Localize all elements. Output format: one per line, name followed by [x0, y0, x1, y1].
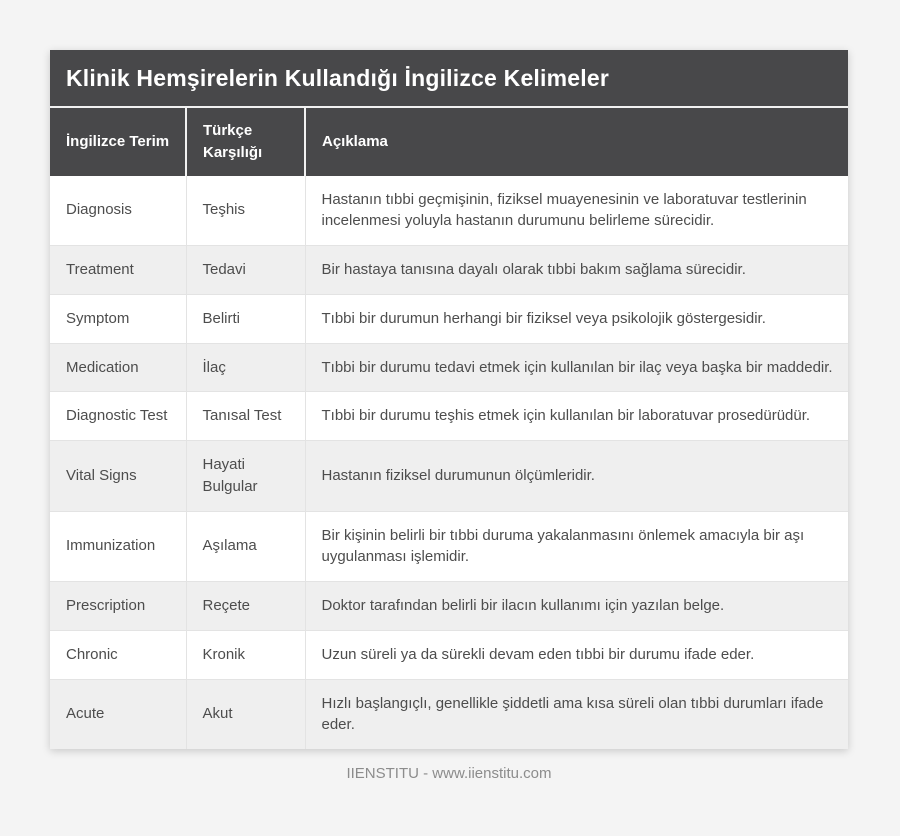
cell-turkish-equivalent: Tanısal Test: [186, 392, 305, 441]
cell-description: Hastanın tıbbi geçmişinin, fiziksel muayenesinin ve laboratuvar testlerinin incelenmesi yoluyla hastanın durumunu belirleme sürecidir.: [305, 176, 848, 246]
table-row: [50, 630, 848, 679]
table-row: [50, 176, 848, 246]
cell-description: Uzun süreli ya da sürekli devam eden tıbbi bir durumu ifade eder.: [305, 630, 848, 679]
cell-english-term: Prescription: [50, 582, 186, 631]
cell-turkish-equivalent: Akut: [186, 679, 305, 749]
cell-english-term: Chronic: [50, 630, 186, 679]
page-title: Klinik Hemşirelerin Kullandığı İngilizce Kelimeler: [50, 50, 848, 108]
table-row: [50, 343, 848, 392]
cell-english-term: Medication: [50, 343, 186, 392]
cell-english-term: Diagnosis: [50, 176, 186, 246]
table-row: [50, 679, 848, 749]
cell-turkish-equivalent: İlaç: [186, 343, 305, 392]
cell-english-term: Acute: [50, 679, 186, 749]
cell-description: Tıbbi bir durumu teşhis etmek için kullanılan bir laboratuvar prosedürüdür.: [305, 392, 848, 441]
cell-description: Bir kişinin belirli bir tıbbi duruma yakalanmasını önlemek amacıyla bir aşı uygulanması işlemidir.: [305, 511, 848, 582]
cell-english-term: Vital Signs: [50, 441, 186, 512]
cell-turkish-equivalent: Tedavi: [186, 246, 305, 295]
cell-description: Doktor tarafından belirli bir ilacın kullanımı için yazılan belge.: [305, 582, 848, 631]
vocabulary-table-card: [50, 50, 848, 749]
column-header-description: Açıklama: [305, 108, 848, 176]
table-row: [50, 294, 848, 343]
column-header-english-term: İngilizce Terim: [50, 108, 186, 176]
cell-description: Hızlı başlangıçlı, genellikle şiddetli ama kısa süreli olan tıbbi durumları ifade eder.: [305, 679, 848, 749]
cell-description: Tıbbi bir durumu tedavi etmek için kullanılan bir ilaç veya başka bir maddedir.: [305, 343, 848, 392]
column-header-turkish-equivalent: Türkçe Karşılığı: [186, 108, 305, 176]
cell-english-term: Treatment: [50, 246, 186, 295]
cell-description: Hastanın fiziksel durumunun ölçümleridir.: [305, 441, 848, 512]
table-body: [50, 176, 848, 750]
cell-english-term: Immunization: [50, 511, 186, 582]
table-row: [50, 392, 848, 441]
table-row: [50, 511, 848, 582]
table-row: [50, 582, 848, 631]
cell-english-term: Diagnostic Test: [50, 392, 186, 441]
cell-english-term: Symptom: [50, 294, 186, 343]
cell-turkish-equivalent: Kronik: [186, 630, 305, 679]
table-header: [50, 108, 848, 176]
footer-credit: IIENSTITU - www.iienstitu.com: [346, 765, 552, 782]
table-row: [50, 246, 848, 295]
cell-description: Tıbbi bir durumun herhangi bir fiziksel veya psikolojik göstergesidir.: [305, 294, 848, 343]
cell-turkish-equivalent: Reçete: [186, 582, 305, 631]
cell-turkish-equivalent: Belirti: [186, 294, 305, 343]
cell-turkish-equivalent: Aşılama: [186, 511, 305, 582]
cell-turkish-equivalent: Teşhis: [186, 176, 305, 246]
vocabulary-table: [50, 108, 848, 749]
cell-turkish-equivalent: Hayati Bulgular: [186, 441, 305, 512]
cell-description: Bir hastaya tanısına dayalı olarak tıbbi bakım sağlama sürecidir.: [305, 246, 848, 295]
table-row: [50, 441, 848, 512]
